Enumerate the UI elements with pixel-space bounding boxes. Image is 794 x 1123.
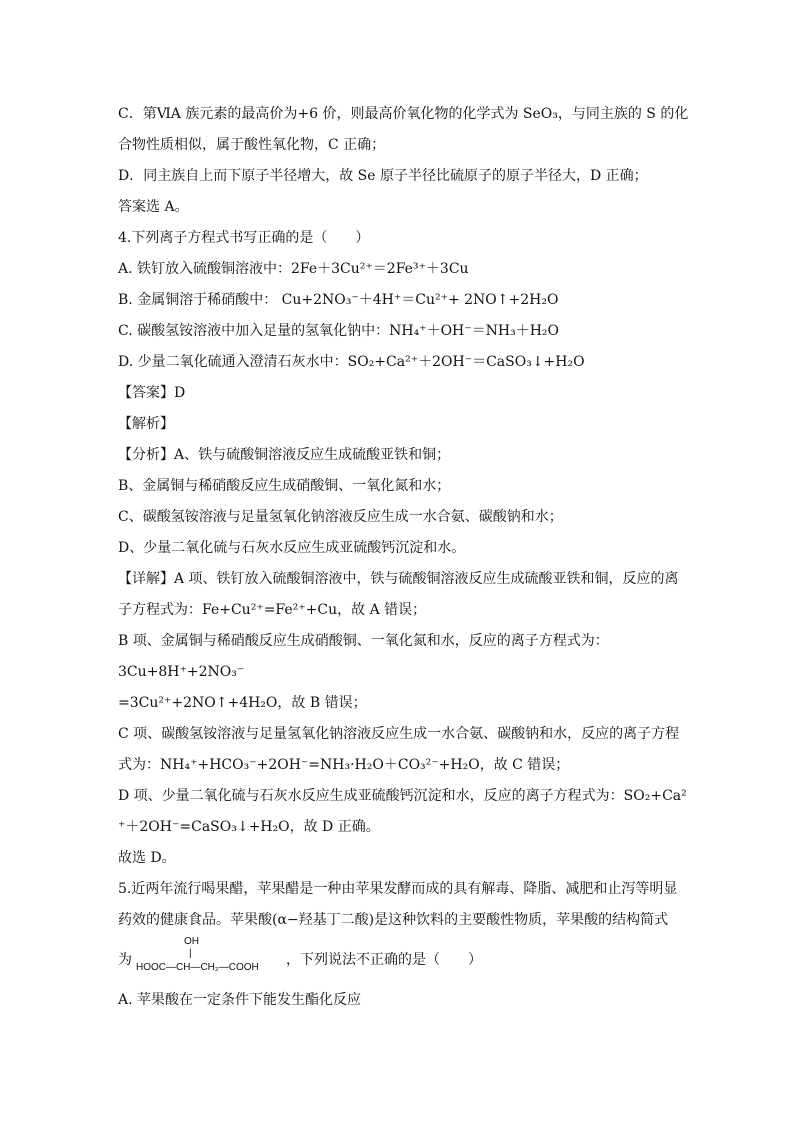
- detail-line: D 项、少量二氧化硫与石灰水反应生成亚硫酸钙沉淀和水，反应的离子方程式为：SO₂+Ca²: [118, 788, 687, 804]
- detail-line: 子方程式为：Fe+Cu²⁺=Fe²⁺+Cu，故 A 错误；: [118, 602, 427, 618]
- conclusion-line: 故选 D。: [118, 850, 176, 866]
- detail-line: 3Cu+8H⁺+2NO₃⁻: [118, 664, 245, 680]
- detail-line: B 项、金属铜与稀硝酸反应生成硝酸铜、一氧化氮和水，反应的离子方程式为：: [118, 633, 609, 649]
- detail-line: 【详解】A 项、铁钉放入硫酸铜溶液中，铁与硫酸铜溶液反应生成硫酸亚铁和铜，反应的离: [118, 571, 679, 587]
- analysis-line: C、碳酸氢铵溶液与足量氢氧化钠溶液反应生成一水合氨、碳酸钠和水；: [118, 509, 563, 525]
- carbon-chain: HOOC—CH—CH₂—COOH: [136, 962, 259, 973]
- text-line: C．第ⅥA 族元素的最高价为+6 价，则最高价氧化物的化学式为 SeO₃，与同主族的 S 的化: [118, 106, 689, 122]
- option-c: C. 碳酸氢铵溶液中加入足量的氢氧化钠中：NH₄⁺＋OH⁻＝NH₃＋H₂O: [118, 323, 560, 339]
- option-a: A. 苹果酸在一定条件下能发生酯化反应: [118, 992, 362, 1008]
- bond-line: |: [189, 948, 192, 959]
- malic-acid-structure: [136, 936, 288, 980]
- detail-line: =3Cu²⁺+2NO↑+4H₂O，故 B 错误；: [118, 695, 367, 711]
- option-d: D. 少量二氧化硫通入澄清石灰水中：SO₂+Ca²⁺＋2OH⁻＝CaSO₃↓+H₂O: [118, 354, 585, 370]
- formula-suffix: ，下列说法不正确的是（ ）: [286, 952, 482, 968]
- analysis-heading: 【解析】: [118, 416, 174, 432]
- analysis-line: 【分析】A、铁与硫酸铜溶液反应生成硫酸亚铁和铜；: [118, 447, 451, 463]
- detail-line: C 项、碳酸氢铵溶液与足量氢氧化钠溶液反应生成一水合氨、碳酸钠和水，反应的离子方程: [118, 726, 680, 742]
- text-line: D．同主族自上而下原子半径增大，故 Se 原子半径比硫原子的原子半径大，D 正确；: [118, 168, 648, 184]
- question-5-stem: 药效的健康食品。苹果酸(α−羟基丁二酸)是这种饮料的主要酸性物质，苹果酸的结构简式: [118, 912, 669, 928]
- option-b: B. 金属铜溶于稀硝酸中： Cu+2NO₃⁻＋4H⁺＝Cu²⁺+ 2NO↑+2H₂O: [118, 292, 559, 308]
- question-4-stem: 4.下列离子方程式书写正确的是（ ）: [118, 230, 370, 246]
- analysis-line: B、金属铜与稀硝酸反应生成硝酸铜、一氧化氮和水；: [118, 478, 451, 494]
- formula-prefix: 为: [118, 952, 132, 968]
- answer-label: 【答案】D: [118, 385, 186, 401]
- text-line: 答案选 A。: [118, 199, 189, 215]
- question-5-stem: 5.近两年流行喝果醋，苹果醋是一种由苹果发酵而成的具有解毒、降脂、减肥和止泻等明显: [118, 881, 678, 897]
- detail-line: 式为：NH₄⁺+HCO₃⁻+2OH⁻=NH₃·H₂O＋CO₃²⁻+H₂O，故 C 错误；: [118, 757, 570, 773]
- option-a: A. 铁钉放入硫酸铜溶液中：2Fe＋3Cu²⁺＝2Fe³⁺＋3Cu: [118, 261, 469, 277]
- text-line: 合物性质相似，属于酸性氧化物，C 正确；: [118, 137, 386, 153]
- hydroxyl-group: OH: [184, 936, 199, 947]
- detail-line: ⁺＋2OH⁻=CaSO₃↓+H₂O，故 D 正确。: [118, 819, 380, 835]
- analysis-line: D、少量二氧化硫与石灰水反应生成亚硫酸钙沉淀和水。: [118, 540, 466, 556]
